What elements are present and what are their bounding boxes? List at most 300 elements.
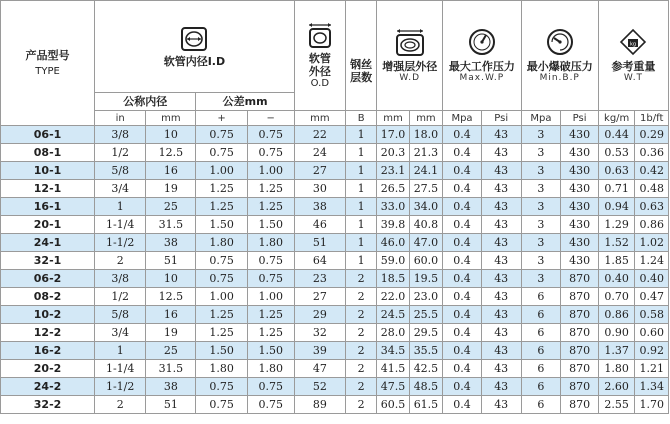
cell-type: 08-1 <box>1 144 95 162</box>
cell-mwp-psi: 43 <box>481 378 521 396</box>
cell-weight-kgm: 0.53 <box>598 144 635 162</box>
cell-mwp-mpa: 0.4 <box>443 342 482 360</box>
hose-id-icon <box>179 26 209 52</box>
hose-od-icon <box>306 21 334 49</box>
table-row <box>1 126 669 144</box>
cell-mwp-psi: 43 <box>481 180 521 198</box>
cell-tol-minus: 0.75 <box>247 126 294 144</box>
cell-steel-layers: 1 <box>345 216 376 234</box>
cell-nominal-in: 3/8 <box>95 126 146 144</box>
od-label-l1: 软管 <box>308 52 331 65</box>
min-burst-pressure-header <box>521 1 598 111</box>
cell-steel-layers: 1 <box>345 198 376 216</box>
cell-od: 22 <box>294 126 345 144</box>
cell-nominal-in: 2 <box>95 252 146 270</box>
cell-wd-min: 33.0 <box>377 198 409 216</box>
cell-mbp-mpa: 3 <box>521 126 561 144</box>
cell-mbp-psi: 870 <box>561 270 599 288</box>
cell-mbp-psi: 430 <box>561 252 599 270</box>
cell-mbp-psi: 870 <box>561 306 599 324</box>
cell-nominal-mm: 25 <box>146 342 196 360</box>
cell-wd-min: 60.5 <box>377 396 409 414</box>
cell-mbp-mpa: 6 <box>521 396 561 414</box>
cell-nominal-mm: 10 <box>146 126 196 144</box>
cell-weight-lbft: 0.40 <box>635 270 669 288</box>
cell-mbp-psi: 870 <box>561 360 599 378</box>
cell-wd-max: 42.5 <box>409 360 442 378</box>
cell-mwp-mpa: 0.4 <box>443 162 482 180</box>
cell-mbp-psi: 430 <box>561 162 599 180</box>
cell-steel-layers: 1 <box>345 162 376 180</box>
cell-type: 12-2 <box>1 324 95 342</box>
cell-weight-kgm: 2.60 <box>598 378 635 396</box>
cell-tol-minus: 1.50 <box>247 342 294 360</box>
weight-sub: W.T <box>623 73 644 83</box>
unit-mbp-psi: Psi <box>561 111 599 126</box>
cell-weight-kgm: 1.52 <box>598 234 635 252</box>
cell-steel-layers: 1 <box>345 252 376 270</box>
mbp-label: 最小爆破压力 <box>526 60 593 73</box>
table-row <box>1 306 669 324</box>
cell-weight-lbft: 1.21 <box>635 360 669 378</box>
cell-nominal-in: 1-1/2 <box>95 378 146 396</box>
cell-mbp-psi: 430 <box>561 126 599 144</box>
cell-mwp-psi: 43 <box>481 396 521 414</box>
cell-tol-plus: 1.50 <box>196 342 247 360</box>
cell-nominal-mm: 25 <box>146 198 196 216</box>
cell-wd-min: 26.5 <box>377 180 409 198</box>
cell-mwp-psi: 43 <box>481 252 521 270</box>
unit-mwp-mpa: Mpa <box>443 111 482 126</box>
cell-type: 24-1 <box>1 234 95 252</box>
cell-mwp-mpa: 0.4 <box>443 198 482 216</box>
cell-wd-min: 34.5 <box>377 342 409 360</box>
cell-wd-max: 60.0 <box>409 252 442 270</box>
cell-wd-min: 41.5 <box>377 360 409 378</box>
cell-wd-min: 24.5 <box>377 306 409 324</box>
cell-mbp-mpa: 6 <box>521 288 561 306</box>
cell-type: 24-2 <box>1 378 95 396</box>
cell-mwp-mpa: 0.4 <box>443 180 482 198</box>
cell-tol-minus: 0.75 <box>247 378 294 396</box>
pressure-gauge-icon <box>467 27 497 57</box>
cell-weight-kgm: 0.40 <box>598 270 635 288</box>
cell-weight-kgm: 0.63 <box>598 162 635 180</box>
id-label: 软管内径I.D <box>163 54 226 68</box>
cell-mwp-mpa: 0.4 <box>443 360 482 378</box>
unit-mbp-mpa: Mpa <box>521 111 561 126</box>
cell-weight-lbft: 0.29 <box>635 126 669 144</box>
burst-gauge-icon <box>545 27 575 57</box>
cell-wd-max: 19.5 <box>409 270 442 288</box>
table-row <box>1 324 669 342</box>
od-label-l2: 外径 <box>308 65 331 78</box>
cell-type: 20-1 <box>1 216 95 234</box>
svg-text:kg: kg <box>630 41 637 48</box>
cell-od: 47 <box>294 360 345 378</box>
table-row <box>1 342 669 360</box>
cell-steel-layers: 2 <box>345 288 376 306</box>
cell-type: 32-2 <box>1 396 95 414</box>
cell-wd-max: 24.1 <box>409 162 442 180</box>
cell-mwp-mpa: 0.4 <box>443 288 482 306</box>
cell-nominal-mm: 12.5 <box>146 144 196 162</box>
cell-mwp-mpa: 0.4 <box>443 324 482 342</box>
cell-mwp-mpa: 0.4 <box>443 144 482 162</box>
cell-steel-layers: 2 <box>345 396 376 414</box>
reinforcement-layer-icon <box>393 27 427 57</box>
cell-mbp-psi: 430 <box>561 198 599 216</box>
reinforcement-sub: W.D <box>399 73 421 83</box>
cell-weight-kgm: 1.85 <box>598 252 635 270</box>
cell-steel-layers: 2 <box>345 270 376 288</box>
tolerance-header: 公差mm <box>196 93 294 111</box>
cell-mbp-mpa: 6 <box>521 324 561 342</box>
cell-od: 30 <box>294 180 345 198</box>
cell-weight-kgm: 1.29 <box>598 216 635 234</box>
cell-wd-min: 20.3 <box>377 144 409 162</box>
unit-mwp-psi: Psi <box>481 111 521 126</box>
cell-nominal-mm: 10 <box>146 270 196 288</box>
cell-tol-minus: 1.00 <box>247 288 294 306</box>
unit-od-mm: mm <box>294 111 345 126</box>
cell-mbp-psi: 870 <box>561 342 599 360</box>
cell-wd-min: 23.1 <box>377 162 409 180</box>
cell-mwp-mpa: 0.4 <box>443 126 482 144</box>
mwp-label: 最大工作压力 <box>448 60 515 73</box>
cell-wd-max: 35.5 <box>409 342 442 360</box>
cell-mwp-mpa: 0.4 <box>443 396 482 414</box>
cell-nominal-mm: 16 <box>146 162 196 180</box>
outer-diameter-header <box>294 1 345 111</box>
cell-od: 64 <box>294 252 345 270</box>
table-row <box>1 198 669 216</box>
reinforcement-label: 增强层外径 <box>382 60 438 73</box>
cell-nominal-mm: 16 <box>146 306 196 324</box>
cell-weight-lbft: 0.63 <box>635 198 669 216</box>
cell-wd-max: 18.0 <box>409 126 442 144</box>
cell-nominal-in: 1 <box>95 198 146 216</box>
cell-weight-lbft: 0.36 <box>635 144 669 162</box>
weight-header <box>598 1 668 111</box>
cell-nominal-mm: 51 <box>146 396 196 414</box>
unit-minus: − <box>247 111 294 126</box>
cell-nominal-in: 1 <box>95 342 146 360</box>
cell-nominal-mm: 19 <box>146 324 196 342</box>
cell-wd-max: 40.8 <box>409 216 442 234</box>
cell-mbp-psi: 870 <box>561 324 599 342</box>
cell-wd-min: 47.5 <box>377 378 409 396</box>
cell-wd-max: 21.3 <box>409 144 442 162</box>
cell-type: 10-2 <box>1 306 95 324</box>
unit-b: B <box>345 111 376 126</box>
cell-nominal-mm: 19 <box>146 180 196 198</box>
table-row <box>1 270 669 288</box>
cell-mbp-mpa: 6 <box>521 378 561 396</box>
cell-mbp-psi: 430 <box>561 180 599 198</box>
cell-weight-lbft: 0.48 <box>635 180 669 198</box>
cell-type: 06-2 <box>1 270 95 288</box>
cell-type: 16-1 <box>1 198 95 216</box>
cell-mwp-mpa: 0.4 <box>443 216 482 234</box>
cell-type: 20-2 <box>1 360 95 378</box>
cell-nominal-mm: 38 <box>146 378 196 396</box>
unit-mm: mm <box>146 111 196 126</box>
table-row <box>1 162 669 180</box>
cell-tol-plus: 1.00 <box>196 288 247 306</box>
table-row <box>1 378 669 396</box>
cell-steel-layers: 1 <box>345 234 376 252</box>
cell-mbp-mpa: 6 <box>521 342 561 360</box>
cell-steel-layers: 2 <box>345 306 376 324</box>
unit-plus: + <box>196 111 247 126</box>
cell-mbp-mpa: 3 <box>521 234 561 252</box>
cell-weight-lbft: 0.92 <box>635 342 669 360</box>
cell-weight-kgm: 0.90 <box>598 324 635 342</box>
cell-mwp-psi: 43 <box>481 288 521 306</box>
cell-mbp-psi: 870 <box>561 378 599 396</box>
cell-od: 46 <box>294 216 345 234</box>
cell-steel-layers: 2 <box>345 342 376 360</box>
type-header <box>1 1 95 126</box>
cell-wd-min: 46.0 <box>377 234 409 252</box>
cell-tol-plus: 1.25 <box>196 306 247 324</box>
nominal-id-header: 公称内径 <box>95 93 196 111</box>
cell-od: 89 <box>294 396 345 414</box>
cell-nominal-in: 3/4 <box>95 324 146 342</box>
cell-wd-max: 34.0 <box>409 198 442 216</box>
cell-mwp-psi: 43 <box>481 270 521 288</box>
cell-mwp-mpa: 0.4 <box>443 252 482 270</box>
cell-tol-plus: 1.00 <box>196 162 247 180</box>
cell-tol-minus: 0.75 <box>247 144 294 162</box>
cell-nominal-in: 1-1/4 <box>95 360 146 378</box>
cell-tol-minus: 1.00 <box>247 162 294 180</box>
cell-nominal-in: 2 <box>95 396 146 414</box>
cell-wd-min: 17.0 <box>377 126 409 144</box>
cell-tol-minus: 1.25 <box>247 306 294 324</box>
cell-wd-max: 29.5 <box>409 324 442 342</box>
cell-mbp-mpa: 3 <box>521 252 561 270</box>
cell-mbp-psi: 430 <box>561 216 599 234</box>
cell-mbp-mpa: 6 <box>521 360 561 378</box>
cell-tol-plus: 1.25 <box>196 180 247 198</box>
mbp-sub: Min.B.P <box>539 73 580 83</box>
cell-tol-plus: 1.25 <box>196 198 247 216</box>
cell-mwp-psi: 43 <box>481 324 521 342</box>
cell-mwp-psi: 43 <box>481 162 521 180</box>
cell-wd-min: 28.0 <box>377 324 409 342</box>
steel-wire-header <box>345 1 376 111</box>
cell-steel-layers: 1 <box>345 144 376 162</box>
cell-nominal-mm: 51 <box>146 252 196 270</box>
cell-tol-plus: 0.75 <box>196 378 247 396</box>
cell-od: 23 <box>294 270 345 288</box>
cell-od: 24 <box>294 144 345 162</box>
table-row <box>1 216 669 234</box>
cell-type: 32-1 <box>1 252 95 270</box>
cell-type: 10-1 <box>1 162 95 180</box>
cell-nominal-in: 1-1/4 <box>95 216 146 234</box>
cell-od: 51 <box>294 234 345 252</box>
cell-mwp-psi: 43 <box>481 342 521 360</box>
cell-tol-plus: 1.25 <box>196 324 247 342</box>
table-row <box>1 180 669 198</box>
table-row <box>1 252 669 270</box>
spec-rows <box>1 126 669 414</box>
cell-wd-max: 25.5 <box>409 306 442 324</box>
weight-label: 参考重量 <box>611 60 656 73</box>
table-row <box>1 396 669 414</box>
cell-mbp-mpa: 3 <box>521 162 561 180</box>
cell-mwp-psi: 43 <box>481 126 521 144</box>
cell-tol-plus: 0.75 <box>196 144 247 162</box>
cell-mbp-mpa: 6 <box>521 306 561 324</box>
cell-mbp-psi: 430 <box>561 144 599 162</box>
cell-nominal-mm: 38 <box>146 234 196 252</box>
cell-nominal-mm: 12.5 <box>146 288 196 306</box>
cell-mbp-mpa: 3 <box>521 198 561 216</box>
table-row <box>1 144 669 162</box>
cell-mwp-psi: 43 <box>481 144 521 162</box>
cell-mbp-mpa: 3 <box>521 216 561 234</box>
cell-tol-minus: 0.75 <box>247 252 294 270</box>
type-label-cn: 产品型号 <box>25 48 70 62</box>
cell-tol-plus: 0.75 <box>196 396 247 414</box>
cell-nominal-mm: 31.5 <box>146 216 196 234</box>
steel-label-l1: 钢丝 <box>350 57 373 71</box>
cell-mwp-psi: 43 <box>481 234 521 252</box>
cell-steel-layers: 2 <box>345 360 376 378</box>
cell-mbp-psi: 430 <box>561 234 599 252</box>
cell-tol-minus: 1.80 <box>247 234 294 252</box>
cell-tol-minus: 0.75 <box>247 270 294 288</box>
cell-wd-max: 61.5 <box>409 396 442 414</box>
unit-lbft: 1b/ft <box>635 111 669 126</box>
unit-kgm: kg/m <box>598 111 635 126</box>
cell-mwp-mpa: 0.4 <box>443 378 482 396</box>
cell-nominal-mm: 31.5 <box>146 360 196 378</box>
cell-type: 16-2 <box>1 342 95 360</box>
cell-nominal-in: 5/8 <box>95 306 146 324</box>
cell-tol-plus: 0.75 <box>196 252 247 270</box>
cell-tol-minus: 0.75 <box>247 396 294 414</box>
cell-mwp-mpa: 0.4 <box>443 306 482 324</box>
cell-wd-min: 39.8 <box>377 216 409 234</box>
cell-wd-min: 59.0 <box>377 252 409 270</box>
cell-wd-max: 27.5 <box>409 180 442 198</box>
cell-weight-lbft: 0.42 <box>635 162 669 180</box>
unit-wd-mm-2: mm <box>409 111 442 126</box>
cell-mbp-psi: 870 <box>561 396 599 414</box>
cell-mwp-psi: 43 <box>481 306 521 324</box>
cell-nominal-in: 1/2 <box>95 144 146 162</box>
cell-mwp-mpa: 0.4 <box>443 234 482 252</box>
steel-label-l2: 层数 <box>350 70 373 84</box>
cell-tol-plus: 1.80 <box>196 234 247 252</box>
cell-steel-layers: 2 <box>345 324 376 342</box>
cell-weight-lbft: 0.86 <box>635 216 669 234</box>
cell-steel-layers: 1 <box>345 126 376 144</box>
unit-in: in <box>95 111 146 126</box>
cell-tol-plus: 0.75 <box>196 126 247 144</box>
cell-od: 32 <box>294 324 345 342</box>
cell-nominal-in: 5/8 <box>95 162 146 180</box>
cell-weight-kgm: 0.71 <box>598 180 635 198</box>
cell-tol-minus: 1.25 <box>247 198 294 216</box>
cell-mbp-psi: 870 <box>561 288 599 306</box>
cell-weight-kgm: 0.70 <box>598 288 635 306</box>
cell-weight-lbft: 1.70 <box>635 396 669 414</box>
mwp-sub: Max.W.P <box>459 73 505 83</box>
cell-wd-max: 47.0 <box>409 234 442 252</box>
table-row <box>1 234 669 252</box>
cell-tol-minus: 1.25 <box>247 180 294 198</box>
cell-tol-plus: 0.75 <box>196 270 247 288</box>
cell-weight-kgm: 1.80 <box>598 360 635 378</box>
max-working-pressure-header <box>443 1 521 111</box>
cell-nominal-in: 3/4 <box>95 180 146 198</box>
cell-nominal-in: 1-1/2 <box>95 234 146 252</box>
cell-tol-minus: 1.80 <box>247 360 294 378</box>
cell-od: 52 <box>294 378 345 396</box>
cell-wd-min: 18.5 <box>377 270 409 288</box>
cell-weight-lbft: 0.47 <box>635 288 669 306</box>
cell-weight-lbft: 1.34 <box>635 378 669 396</box>
cell-weight-lbft: 0.58 <box>635 306 669 324</box>
cell-steel-layers: 2 <box>345 378 376 396</box>
cell-tol-plus: 1.80 <box>196 360 247 378</box>
cell-tol-minus: 1.50 <box>247 216 294 234</box>
cell-type: 08-2 <box>1 288 95 306</box>
cell-mwp-mpa: 0.4 <box>443 270 482 288</box>
cell-type: 12-1 <box>1 180 95 198</box>
inner-diameter-header <box>95 1 295 93</box>
cell-mwp-psi: 43 <box>481 216 521 234</box>
cell-weight-lbft: 1.02 <box>635 234 669 252</box>
cell-mbp-mpa: 3 <box>521 270 561 288</box>
cell-mwp-psi: 43 <box>481 198 521 216</box>
table-row <box>1 360 669 378</box>
cell-weight-lbft: 0.60 <box>635 324 669 342</box>
cell-weight-kgm: 0.44 <box>598 126 635 144</box>
weight-icon <box>618 27 648 57</box>
cell-od: 27 <box>294 288 345 306</box>
cell-weight-kgm: 1.37 <box>598 342 635 360</box>
cell-weight-kgm: 0.94 <box>598 198 635 216</box>
cell-weight-kgm: 0.86 <box>598 306 635 324</box>
cell-mwp-psi: 43 <box>481 360 521 378</box>
cell-tol-minus: 1.25 <box>247 324 294 342</box>
od-label-l3: O.D <box>310 78 330 89</box>
cell-type: 06-1 <box>1 126 95 144</box>
cell-od: 29 <box>294 306 345 324</box>
cell-tol-plus: 1.50 <box>196 216 247 234</box>
cell-weight-kgm: 2.55 <box>598 396 635 414</box>
cell-wd-max: 23.0 <box>409 288 442 306</box>
cell-steel-layers: 1 <box>345 180 376 198</box>
cell-nominal-in: 3/8 <box>95 270 146 288</box>
cell-od: 39 <box>294 342 345 360</box>
cell-mbp-mpa: 3 <box>521 180 561 198</box>
cell-mbp-mpa: 3 <box>521 144 561 162</box>
reinforcement-od-header <box>377 1 443 111</box>
type-label-en: TYPE <box>35 65 60 77</box>
cell-wd-max: 48.5 <box>409 378 442 396</box>
cell-od: 27 <box>294 162 345 180</box>
cell-weight-lbft: 1.24 <box>635 252 669 270</box>
cell-od: 38 <box>294 198 345 216</box>
